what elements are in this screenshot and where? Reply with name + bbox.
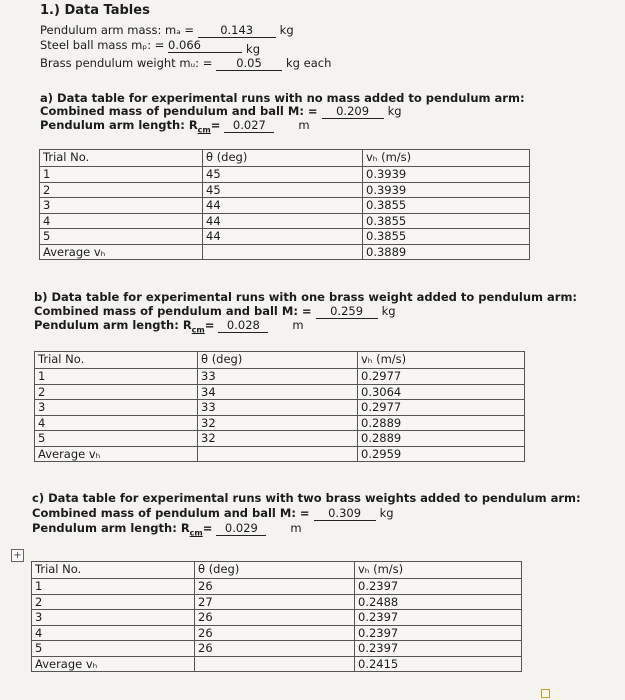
cell-velocity: 0.2889	[358, 415, 525, 431]
section-a-title	[40, 91, 525, 105]
cell-velocity: 0.3855	[363, 198, 530, 214]
ball-mass-value: 0.066	[168, 39, 242, 53]
section-b-length	[34, 318, 304, 334]
average-empty-cell	[195, 656, 355, 672]
section-a-combined-value: 0.209	[322, 105, 384, 119]
plus-square-icon[interactable]: +	[11, 549, 24, 562]
section-c-title-pre: c) Data table for experimental runs with	[32, 491, 298, 505]
cell-velocity: 0.2397	[355, 579, 522, 595]
cell-theta: 34	[198, 384, 358, 400]
cell-trial: 4	[32, 625, 195, 641]
table-row	[40, 167, 530, 183]
section-c-length-sub: cm	[189, 528, 203, 538]
cell-trial: 3	[35, 400, 198, 416]
table-row	[40, 213, 530, 229]
cell-trial: 3	[32, 610, 195, 626]
section-c-length-eq: =	[202, 521, 217, 535]
section-b-title-post: brass weight added to pendulum arm:	[324, 290, 578, 304]
section-c-combined-label: Combined mass of pendulum and ball M: =	[32, 506, 314, 520]
section-c-title	[32, 491, 581, 505]
arm-mass-value: 0.143	[198, 24, 276, 38]
section-c-combined	[32, 506, 394, 521]
table-row	[35, 415, 525, 431]
cell-theta: 26	[195, 579, 355, 595]
cell-trial: 5	[40, 229, 203, 245]
table-row	[32, 641, 522, 657]
section-c-length-value: 0.029	[216, 522, 266, 536]
table-header-row	[32, 562, 522, 579]
cell-trial: 4	[35, 415, 198, 431]
cell-velocity: 0.2977	[358, 369, 525, 385]
average-value: 0.2415	[355, 656, 522, 672]
cell-trial: 2	[35, 384, 198, 400]
header-trial: Trial No.	[35, 352, 198, 369]
cell-theta: 26	[195, 625, 355, 641]
arm-mass-label: Pendulum arm mass: mₐ =	[40, 23, 198, 37]
table-c	[31, 561, 522, 672]
page-title: 1.) Data Tables	[40, 3, 150, 18]
resize-handle-icon[interactable]	[541, 689, 550, 698]
table-average-row	[40, 244, 530, 260]
table-row	[32, 594, 522, 610]
average-empty-cell	[203, 244, 363, 260]
section-a-length-sub: cm	[197, 125, 211, 135]
cell-theta: 32	[198, 415, 358, 431]
brass-weight-value: 0.05	[216, 57, 282, 71]
section-b-combined-value: 0.259	[316, 305, 378, 319]
average-label: Average vₕ	[40, 244, 203, 260]
section-b-title	[34, 290, 577, 304]
header-theta: θ (deg)	[203, 150, 363, 167]
average-empty-cell	[198, 446, 358, 462]
cell-trial: 5	[32, 641, 195, 657]
section-a-length-unit: m	[298, 118, 310, 132]
table-row	[35, 400, 525, 416]
section-c-combined-value: 0.309	[314, 507, 376, 521]
ball-mass-line	[40, 38, 261, 56]
section-a-combined-unit: kg	[387, 104, 402, 118]
cell-theta: 33	[198, 400, 358, 416]
section-b-length-eq: =	[204, 318, 219, 332]
section-c-title-post: brass weights added to pendulum arm:	[321, 491, 581, 505]
cell-theta: 45	[203, 182, 363, 198]
section-b-title-em: one	[301, 290, 325, 304]
section-a-length-value: 0.027	[224, 119, 274, 133]
section-c-length-label: Pendulum arm length: R	[32, 521, 190, 535]
section-a-combined	[40, 104, 402, 119]
cell-theta: 44	[203, 198, 363, 214]
table-row	[32, 610, 522, 626]
section-c-title-em: two	[297, 491, 322, 505]
table-average-row	[32, 656, 522, 672]
cell-trial: 2	[40, 182, 203, 198]
table-a	[39, 149, 530, 260]
cell-theta: 44	[203, 213, 363, 229]
ball-mass-unit: kg	[246, 42, 261, 56]
cell-velocity: 0.3064	[358, 384, 525, 400]
section-c-length-unit: m	[290, 521, 302, 535]
cell-velocity: 0.3855	[363, 229, 530, 245]
header-velocity: vₕ (m/s)	[358, 352, 525, 369]
section-b-length-label: Pendulum arm length: R	[34, 318, 192, 332]
cell-trial: 1	[40, 167, 203, 183]
average-label: Average vₕ	[32, 656, 195, 672]
cell-velocity: 0.2397	[355, 610, 522, 626]
header-theta: θ (deg)	[195, 562, 355, 579]
section-b-combined	[34, 304, 396, 319]
table-header-row	[40, 150, 530, 167]
brass-weight-label: Brass pendulum weight mᵤ: =	[40, 56, 217, 70]
section-a-title-post: to pendulum arm:	[404, 91, 525, 105]
section-a-title-em: no mass added	[306, 91, 405, 105]
section-c-combined-unit: kg	[379, 506, 394, 520]
section-a-title-pre: a) Data table for experimental runs with	[40, 91, 307, 105]
arm-mass-line	[40, 23, 294, 38]
section-a-length	[40, 118, 310, 134]
average-value: 0.2959	[358, 446, 525, 462]
cell-theta: 44	[203, 229, 363, 245]
cell-trial: 1	[35, 369, 198, 385]
cell-theta: 32	[198, 431, 358, 447]
cell-velocity: 0.2488	[355, 594, 522, 610]
section-a-combined-label: Combined mass of pendulum and ball M: =	[40, 104, 322, 118]
header-trial: Trial No.	[32, 562, 195, 579]
cell-velocity: 0.2397	[355, 641, 522, 657]
cell-trial: 5	[35, 431, 198, 447]
section-b-length-value: 0.028	[218, 319, 268, 333]
header-theta: θ (deg)	[198, 352, 358, 369]
table-row	[40, 229, 530, 245]
table-row	[32, 579, 522, 595]
section-b-length-sub: cm	[191, 325, 205, 335]
header-trial: Trial No.	[40, 150, 203, 167]
brass-weight-unit: kg each	[286, 56, 332, 70]
table-row	[35, 369, 525, 385]
table-header-row	[35, 352, 525, 369]
table-average-row	[35, 446, 525, 462]
average-value: 0.3889	[363, 244, 530, 260]
cell-velocity: 0.2397	[355, 625, 522, 641]
cell-velocity: 0.3855	[363, 213, 530, 229]
table-row	[40, 198, 530, 214]
cell-velocity: 0.2889	[358, 431, 525, 447]
header-velocity: vₕ (m/s)	[355, 562, 522, 579]
cell-theta: 45	[203, 167, 363, 183]
table-row	[35, 384, 525, 400]
arm-mass-unit: kg	[279, 23, 294, 37]
section-b-combined-label: Combined mass of pendulum and ball M: =	[34, 304, 316, 318]
cell-theta: 26	[195, 610, 355, 626]
cell-trial: 2	[32, 594, 195, 610]
average-label: Average vₕ	[35, 446, 198, 462]
cell-theta: 27	[195, 594, 355, 610]
cell-velocity: 0.3939	[363, 182, 530, 198]
brass-weight-line	[40, 56, 331, 71]
section-b-combined-unit: kg	[381, 304, 396, 318]
cell-theta: 26	[195, 641, 355, 657]
section-b-title-pre: b) Data table for experimental runs with	[34, 290, 302, 304]
table-b	[34, 351, 525, 462]
section-c-length	[32, 521, 302, 537]
table-row	[35, 431, 525, 447]
section-a-length-eq: =	[210, 118, 225, 132]
header-velocity: vₕ (m/s)	[363, 150, 530, 167]
cell-velocity: 0.3939	[363, 167, 530, 183]
cell-theta: 33	[198, 369, 358, 385]
cell-trial: 4	[40, 213, 203, 229]
table-row	[32, 625, 522, 641]
cell-velocity: 0.2977	[358, 400, 525, 416]
cell-trial: 3	[40, 198, 203, 214]
cell-trial: 1	[32, 579, 195, 595]
section-a-length-label: Pendulum arm length: R	[40, 118, 198, 132]
section-b-length-unit: m	[292, 318, 304, 332]
table-row	[40, 182, 530, 198]
ball-mass-label: Steel ball mass mₚ: =	[40, 38, 169, 52]
